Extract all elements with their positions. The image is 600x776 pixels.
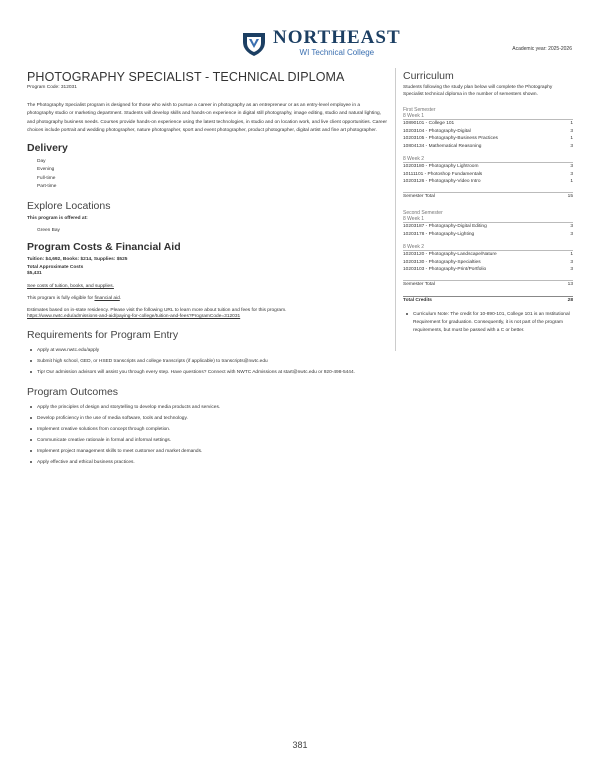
semester-name: Second Semester [403,210,443,216]
course-credits: 3 [570,224,573,229]
course-name: 10203105 - Photography-Business Practices [403,136,498,141]
delivery-item: Day [37,158,46,164]
course-credits: 3 [570,259,573,265]
course-row [403,128,573,136]
course-name: 10804134 - Mathematical Reasoning [403,143,482,149]
page-number: 381 [292,740,308,750]
course-credits: 3 [570,231,573,237]
course-credits: 1 [570,136,573,141]
program-details [27,70,385,470]
logo-name: NORTHEAST [273,27,401,48]
delivery-list [27,158,385,192]
semester-total-row [403,193,573,201]
outcome-item: Implement creative solutions from concept through completion. [27,426,385,433]
academic-year: Academic year: 2025-2026 [512,46,572,52]
course-row [403,266,573,274]
outcome-item: Apply the principles of design and storytelling to develop media products and services. [27,404,385,411]
course-credits: 3 [570,143,573,149]
semester-total-value: 15 [567,193,573,199]
course-credits: 1 [570,252,573,257]
outcomes-heading: Program Outcomes [27,385,119,398]
course-credits: 3 [570,164,573,169]
page-header [0,22,600,62]
semester-total-row [403,281,573,289]
shield-logo-icon [240,29,268,57]
costs-heading: Program Costs & Financial Aid [27,241,181,254]
course-name: 10203120 - Photography-Landscape/Nature [403,252,497,257]
total-credits-row [403,297,573,305]
course-credits: 3 [570,128,573,134]
requirement-item: Tip! Our admission advisors will assist you through every step. Have questions? Connect with NWTC Admissions at start@nwtc.edu or 920-498-5444. [27,369,357,376]
course-credits: 1 [570,179,573,184]
financial-aid-suffix: . [119,296,122,302]
outcome-item: Implement project management skills to meet customer and market demands. [27,448,385,455]
block-label: 8 Week 2 [403,156,425,162]
page-title: PHOTOGRAPHY SPECIALIST - TECHNICAL DIPLOMA [27,70,345,84]
column-divider [395,68,396,351]
logo-subtitle: WI Technical College [299,48,375,57]
curriculum-intro: Students following the study plan below will complete the Photography Specialist technical diploma in the number of semesters shown. [403,85,553,97]
course-row [403,178,573,186]
course-row [403,231,573,239]
course-name: 10203180 - Photography Lightroom [403,164,479,169]
outcomes-list [27,404,385,466]
course-row [403,251,573,259]
course-credits: 3 [570,171,573,177]
delivery-item: Evening [37,167,55,173]
curriculum-heading: Curriculum [403,70,454,82]
semester-name: First Semester [403,107,436,113]
total-cost-value: $5,431 [27,271,42,277]
semester-total-label: Semester Total [403,193,435,199]
delivery-item: Part-time [37,184,57,190]
tuition-url-link[interactable]: https://www.nwtc.edu/admissions-and-aid/paying-for-college/tuition-and-fees?ProgramCode=312031 [27,314,241,320]
delivery-item: Full-time [37,175,56,181]
course-name: 10203187 - Photography-Digital Editing [403,224,487,229]
requirement-item: Apply at www.nwtc.edu/apply [27,347,385,354]
delivery-heading: Delivery [27,141,68,154]
locations-offered-label: This program is offered at: [27,216,88,221]
semester-total-value: 13 [567,281,573,287]
tuition-line: Tuition: $4,692, Books: $214, Supplies: $525 [27,257,128,263]
course-row [403,223,573,231]
total-credits-label: Total Credits [403,298,432,303]
course-name: 10890101 - College 101 [403,121,455,126]
outcome-item: Apply effective and ethical business practices. [27,459,385,466]
requirements-list [27,347,385,376]
location-item[interactable]: Green Bay [37,227,60,233]
course-name: 10203103 - Photography-Print/Portfolio [403,267,487,272]
locations-heading: Explore Locations [27,200,111,212]
course-row [403,163,573,171]
course-row [403,120,573,128]
financial-aid-text [27,295,385,304]
course-name: 10203126 - Photography-Video Intro [403,179,481,184]
block-label: 8 Week 1 [403,216,425,222]
curriculum-panel [403,70,573,339]
college-logo [240,28,401,57]
course-row [403,143,573,151]
outcome-item: Communicate creative rationale in formal and informal settings. [27,437,385,444]
course-row [403,135,573,143]
estimate-text: Estimates based on in-state residency. Please visit the following URL to learn more about tuition and fees for this program. [27,307,287,313]
program-code: Program Code: 312031 [27,85,77,90]
course-credits: 1 [570,121,573,126]
total-cost-label: Total Approximate Costs [27,264,84,270]
outcome-item: Develop proficiency in the use of media software, tools and technology. [27,415,385,422]
curriculum-note: Curriculum Note: The credit for 10-890-101, College 101 is an Institutional Requirement for graduation. Consequently, it is not part of the program requirements, but must be passed with a C or better. [403,311,573,335]
course-row [403,171,573,179]
see-costs-link[interactable]: See costs of tuition, books, and supplies. [27,283,114,289]
course-name: 10203104 - Photography-Digital [403,128,471,134]
block-label: 8 Week 1 [403,113,425,119]
requirement-item: Submit high school, GED, or HSED transcripts and college transcripts (if applicable) to transcripts@nwtc.edu [27,358,385,365]
semester-total-label: Semester Total [403,281,435,287]
course-row [403,259,573,267]
course-name: 10111101 - Photoshop Fundamentals [403,171,483,177]
course-name: 10203178 - Photography-Lighting [403,231,475,237]
financial-aid-prefix: This program is fully eligible for [27,296,95,302]
total-credits-value: 28 [567,298,573,303]
course-credits: 3 [570,267,573,272]
curriculum-notes [403,311,573,335]
requirements-heading: Requirements for Program Entry [27,328,179,341]
block-label: 8 Week 2 [403,244,425,250]
financial-aid-link[interactable]: financial aid [94,296,120,302]
program-description: The Photography Specialist program is designed for those who wish to pursue a career in photography as an entrepreneur or as an entry-level employee in a photography studio or marketing department. Students will develop skills and hands-on experience in digital still photography, image editing, studio and natural lighting, and photography business needs. Courses provide hands-on experience using the latest technologies, in studio and on location work, and live client opportunities. Career choices include portrait and wedding photographer, nature photographer, sport and event photographer, product photographer, digital artist and fine art photographer. [27,103,387,134]
course-name: 10203130 - Photography-Specialties [403,259,481,265]
